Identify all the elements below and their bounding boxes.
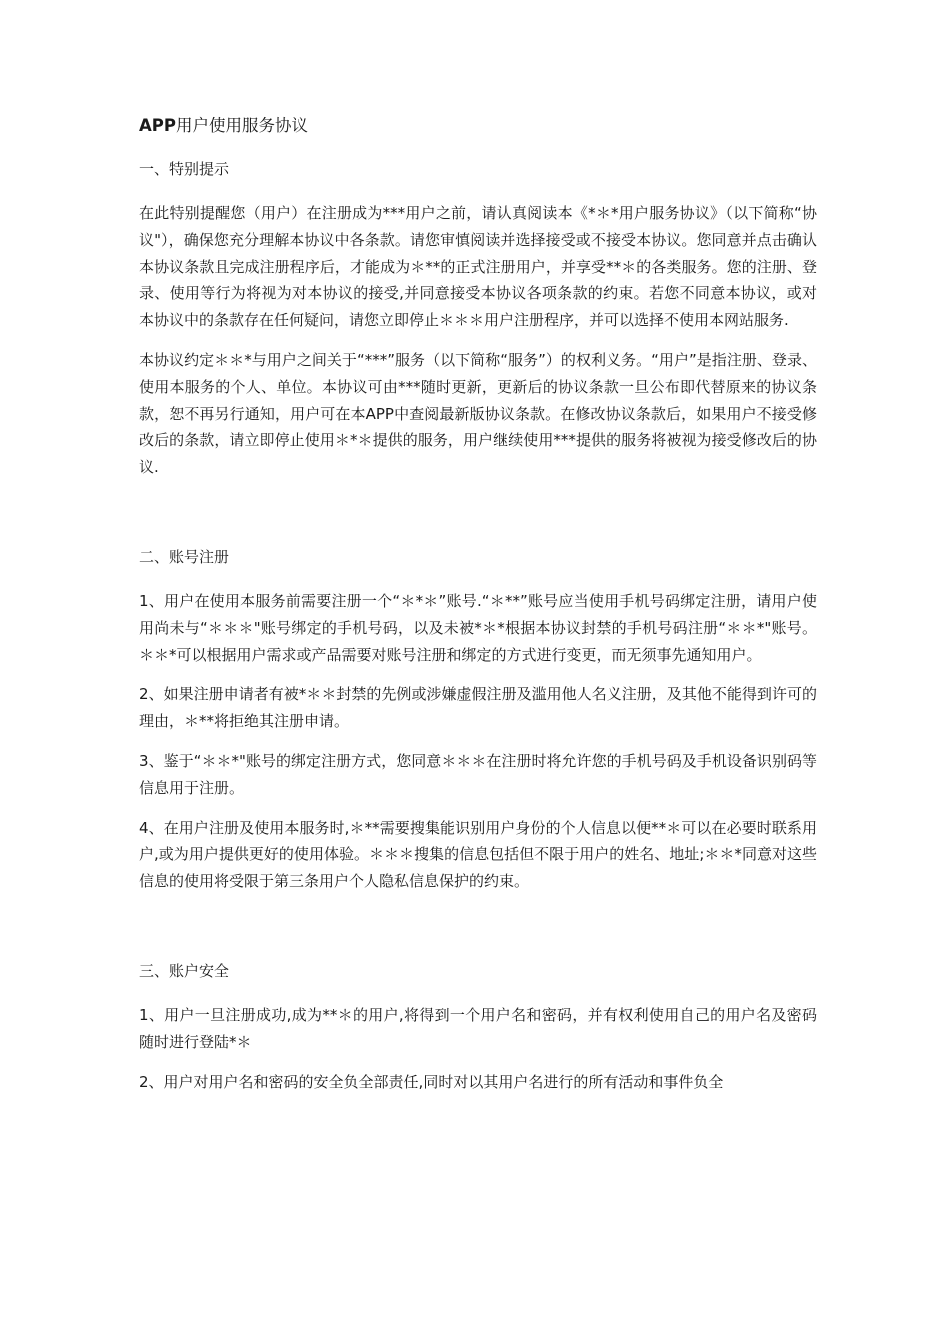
paragraph: 1、用户在使用本服务前需要注册一个“＊*＊”账号.“＊**”账号应当使用手机号码绑定注册，请用户使用尚未与“＊＊＊"账号绑定的手机号码，以及未被*＊*根据本协议封禁的手机号码注册“＊＊*"账号。＊＊*可以根据用户需求或产品需要对账号注册和绑定的方式进行变更，而无须事先通知用户。: [139, 591, 817, 664]
section-account-registration: [139, 542, 817, 895]
paragraph: 1、用户一旦注册成功,成为**＊的用户,将得到一个用户名和密码，并有权利使用自己的用户名及密码随时进行登陆*＊: [139, 1005, 817, 1051]
section-spacer: [139, 494, 817, 542]
paragraph: 本协议约定＊＊*与用户之间关于“***”服务（以下简称“服务”）的权利义务。“用户”是指注册、登录、使用本服务的个人、单位。本协议可由***随时更新，更新后的协议条款一旦公布即代替原来的协议条款，恕不再另行通知，用户可在本APP中查阅最新版协议条款。在修改协议条款后，如果用户不接受修改后的条款，请立即停止使用＊*＊提供的服务，用户继续使用***提供的服务将被视为接受修改后的协议.: [139, 350, 817, 477]
section-spacer: [139, 908, 817, 956]
document-title-latin: APP: [139, 116, 176, 135]
section-account-security: [139, 956, 817, 1095]
section-heading: 三、账户安全: [139, 961, 230, 980]
section-heading: 一、特别提示: [139, 160, 230, 178]
paragraph: 4、在用户注册及使用本服务时,＊**需要搜集能识别用户身份的个人信息以便**＊可以在必要时联系用户,或为用户提供更好的使用体验。＊＊＊搜集的信息包括但不限于用户的姓名、地址;＊＊*同意对这些信息的使用将受限于第三条用户个人隐私信息保护的约束。: [139, 818, 817, 891]
section-special-notice: [139, 154, 817, 481]
paragraph: 2、用户对用户名和密码的安全负全部责任,同时对以其用户名进行的所有活动和事件负全: [139, 1072, 724, 1091]
paragraph: 3、鉴于“＊＊*"账号的绑定注册方式，您同意＊＊＊在注册时将允许您的手机号码及手机设备识别码等信息用于注册。: [139, 751, 817, 797]
document-page: [139, 110, 817, 1108]
paragraph: 2、如果注册申请者有被*＊＊封禁的先例或涉嫌虚假注册及滥用他人名义注册，及其他不能得到许可的理由，＊**将拒绝其注册申请。: [139, 685, 817, 731]
document-title: [139, 110, 817, 142]
document-title-rest: 用户使用服务协议: [175, 116, 308, 135]
paragraph: 在此特别提醒您（用户）在注册成为***用户之前，请认真阅读本《*＊*用户服务协议》（以下简称“协议"），确保您充分理解本协议中各条款。请您审慎阅读并选择接受或不接受本协议。您同意并点击确认本协议条款且完成注册程序后，才能成为＊**的正式注册用户，并享受**＊的各类服务。您的注册、登录、使用等行为将视为对本协议的接受,并同意接受本协议各项条款的约束。若您不同意本协议，或对本协议中的条款存在任何疑问，请您立即停止＊＊＊用户注册程序，并可以选择不使用本网站服务.: [139, 204, 817, 330]
section-heading: 二、账号注册: [139, 547, 230, 566]
